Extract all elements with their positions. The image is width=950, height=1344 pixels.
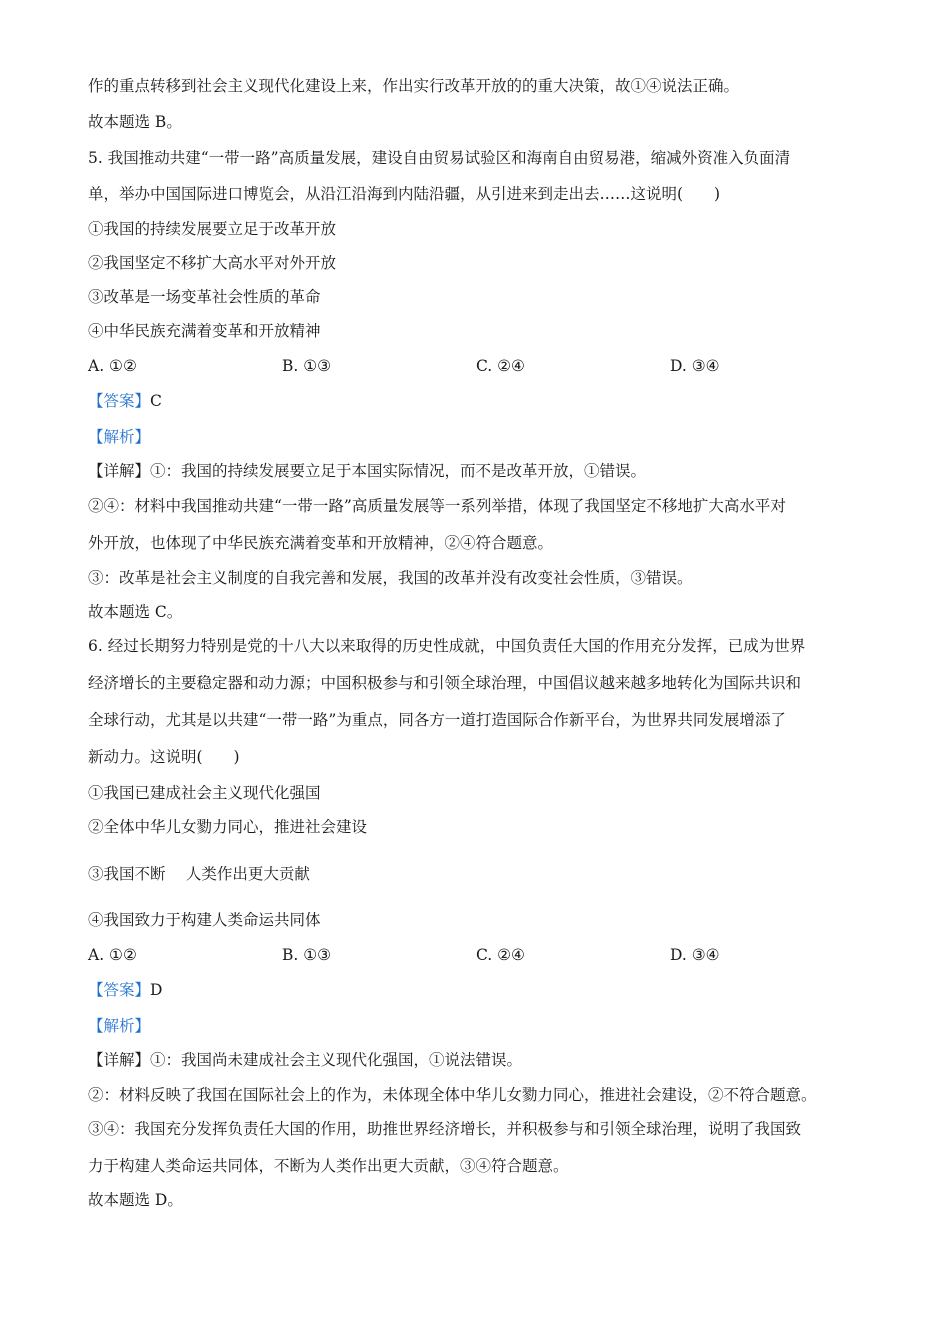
q5-detail-line-1 — [88, 461, 646, 481]
q6-option-a: A. ①② — [88, 946, 137, 964]
detail-tag: 【详解】 — [88, 1051, 151, 1069]
q5-statement-4: ④中华民族充满着变革和开放精神 — [88, 322, 321, 340]
q6-statement-4: ④我国致力于构建人类命运共同体 — [88, 911, 321, 929]
q5-conclusion: 故本题选 C。 — [88, 603, 183, 621]
q5-stem-line-1: 5. 我国推动共建“一带一路”高质量发展，建设自由贸易试验区和海南自由贸易港，缩减外资准入负面清 — [88, 149, 791, 167]
q6-stem-line-4: 新动力。这说明( ) — [88, 748, 240, 766]
q5-stem-line-2: 单，举办中国国际进口博览会，从沿江沿海到内陆沿疆，从引进来到走出去……这说明( ) — [88, 185, 721, 203]
q6-conclusion: 故本题选 D。 — [88, 1191, 183, 1209]
q5-analysis-tag — [88, 427, 150, 447]
q6-detail-line-4: 力于构建人类命运共同体，不断为人类作出更大贡献，③④符合题意。 — [88, 1157, 569, 1175]
detail-tag: 【详解】 — [88, 462, 151, 480]
q6-analysis-tag — [88, 1016, 150, 1036]
q6-statement-2: ②全体中华儿女勠力同心，推进社会建设 — [88, 818, 368, 836]
q5-option-b: B. ①③ — [282, 357, 332, 375]
q6-option-b: B. ①③ — [282, 946, 332, 964]
q6-detail-line-2: ②：材料反映了我国在国际社会上的作为，未体现全体中华儿女勠力同心，推进社会建设，②不符合题意。 — [88, 1086, 817, 1104]
q6-stem-line-1: 6. 经过长期努力特别是党的十八大以来取得的历史性成就，中国负责任大国的作用充分发挥，已成为世界 — [88, 637, 806, 655]
q6-answer — [88, 980, 162, 1000]
q5-option-d: D. ③④ — [670, 357, 720, 375]
q5-statement-2: ②我国坚定不移扩大高水平对外开放 — [88, 254, 337, 272]
analysis-tag: 【解析】 — [88, 1017, 151, 1035]
answer-tag: 【答案】 — [88, 981, 151, 999]
answer-value: D — [150, 981, 163, 999]
detail-text: ①：我国的持续发展要立足于本国实际情况，而不是改革开放，①错误。 — [150, 462, 647, 480]
q5-statement-1: ①我国的持续发展要立足于改革开放 — [88, 220, 337, 238]
q6-detail-line-1 — [88, 1050, 522, 1070]
q5-option-a: A. ①② — [88, 357, 137, 375]
q4-explanation-line: 作的重点转移到社会主义现代化建设上来，作出实行改革开放的的重大决策，故①④说法正确。 — [88, 77, 740, 95]
q5-statement-3: ③改革是一场变革社会性质的革命 — [88, 288, 321, 306]
q4-conclusion: 故本题选 B。 — [88, 113, 182, 131]
q6-option-d: D. ③④ — [670, 946, 720, 964]
q5-detail-line-4: ③：改革是社会主义制度的自我完善和发展，我国的改革并没有改变社会性质，③错误。 — [88, 569, 693, 587]
q6-stem-line-3: 全球行动，尤其是以共建“一带一路”为重点，同各方一道打造国际合作新平台，为世界共同发展增添了 — [88, 711, 786, 729]
detail-text: ①：我国尚未建成社会主义现代化强国，①说法错误。 — [150, 1051, 523, 1069]
answer-tag: 【答案】 — [88, 392, 151, 410]
analysis-tag: 【解析】 — [88, 428, 151, 446]
q6-detail-line-3: ③④：我国充分发挥负责任大国的作用，助推世界经济增长，并积极参与和引领全球治理，说明了我国致 — [88, 1120, 802, 1138]
q5-option-c: C. ②④ — [476, 357, 525, 375]
q5-answer — [88, 391, 162, 411]
q6-option-c: C. ②④ — [476, 946, 525, 964]
q5-detail-line-3: 外开放，也体现了中华民族充满着变革和开放精神，②④符合题意。 — [88, 534, 554, 552]
q6-statement-1: ①我国已建成社会主义现代化强国 — [88, 784, 321, 802]
q5-detail-line-2: ②④：材料中我国推动共建“一带一路”高质量发展等一系列举措，体现了我国坚定不移地扩大高水平对 — [88, 497, 786, 515]
q6-statement-3: ③我国不断 人类作出更大贡献 — [88, 865, 310, 883]
answer-value: C — [150, 392, 162, 410]
q6-stem-line-2: 经济增长的主要稳定器和动力源；中国积极参与和引领全球治理，中国倡议越来越多地转化为国际共识和 — [88, 674, 802, 692]
